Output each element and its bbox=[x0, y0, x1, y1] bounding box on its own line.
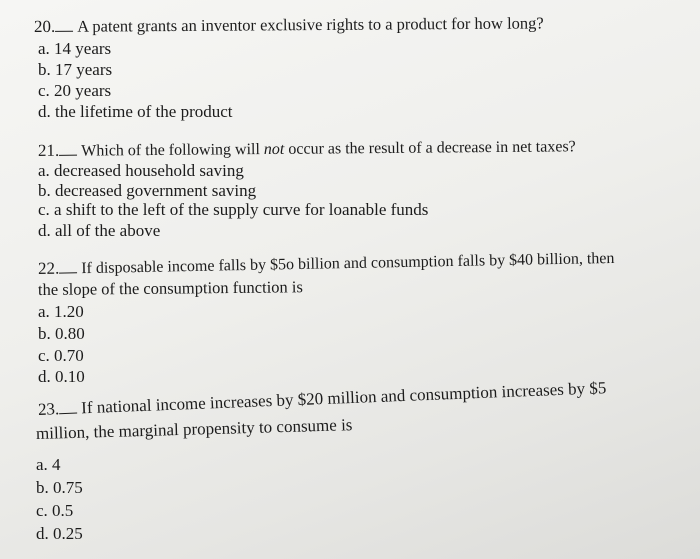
question-22-stem-line-1 bbox=[38, 248, 615, 280]
option-b: b. 0.75 bbox=[36, 478, 83, 497]
option-c: c. 20 years bbox=[38, 81, 112, 100]
question-20-stem-line bbox=[34, 13, 544, 37]
answer-blank bbox=[59, 399, 78, 415]
option-a: a. decreased household saving bbox=[38, 161, 244, 180]
answer-blank bbox=[59, 141, 77, 156]
option-b: b. decreased government saving bbox=[38, 181, 257, 200]
option-c: c. 0.5 bbox=[36, 501, 74, 520]
question-stem: If national income increases by $20 million and consumption increases by $5 bbox=[80, 378, 607, 418]
question-number: 22. bbox=[37, 258, 60, 278]
option-c: c. 0.70 bbox=[38, 346, 84, 365]
question-22-stem-line-2: the slope of the consumption function is bbox=[37, 277, 303, 299]
option-a: a. 1.20 bbox=[38, 302, 84, 321]
question-stem: If disposable income falls by $5o billion and consumption falls by $40 billion, then bbox=[81, 249, 615, 278]
option-a: a. 14 years bbox=[38, 39, 112, 58]
option-c: c. a shift to the left of the supply curve for loanable funds bbox=[38, 200, 429, 219]
question-21-stem-line bbox=[38, 136, 576, 162]
question-stem-emphasis: not bbox=[263, 140, 285, 159]
question-stem-part: Which of the following will bbox=[81, 141, 264, 160]
question-23-stem-line-1 bbox=[38, 378, 607, 420]
option-d: d. 0.25 bbox=[36, 524, 83, 543]
question-number: 21. bbox=[37, 140, 60, 160]
question-23-stem-line-2: million, the marginal propensity to consume is bbox=[35, 415, 353, 443]
option-b: b. 17 years bbox=[38, 60, 113, 79]
answer-blank bbox=[55, 17, 73, 32]
option-a: a. 4 bbox=[36, 455, 61, 474]
question-number: 20. bbox=[33, 16, 56, 36]
question-stem-part: occur as the result of a decrease in net taxes? bbox=[284, 138, 576, 158]
question-stem: A patent grants an inventor exclusive rights to a product for how long? bbox=[77, 13, 544, 36]
option-b: b. 0.80 bbox=[38, 324, 85, 343]
question-number: 23. bbox=[37, 399, 60, 419]
answer-blank bbox=[59, 258, 77, 273]
option-d: d. 0.10 bbox=[38, 367, 85, 386]
option-d: d. all of the above bbox=[38, 221, 161, 240]
option-d: d. the lifetime of the product bbox=[38, 102, 233, 121]
